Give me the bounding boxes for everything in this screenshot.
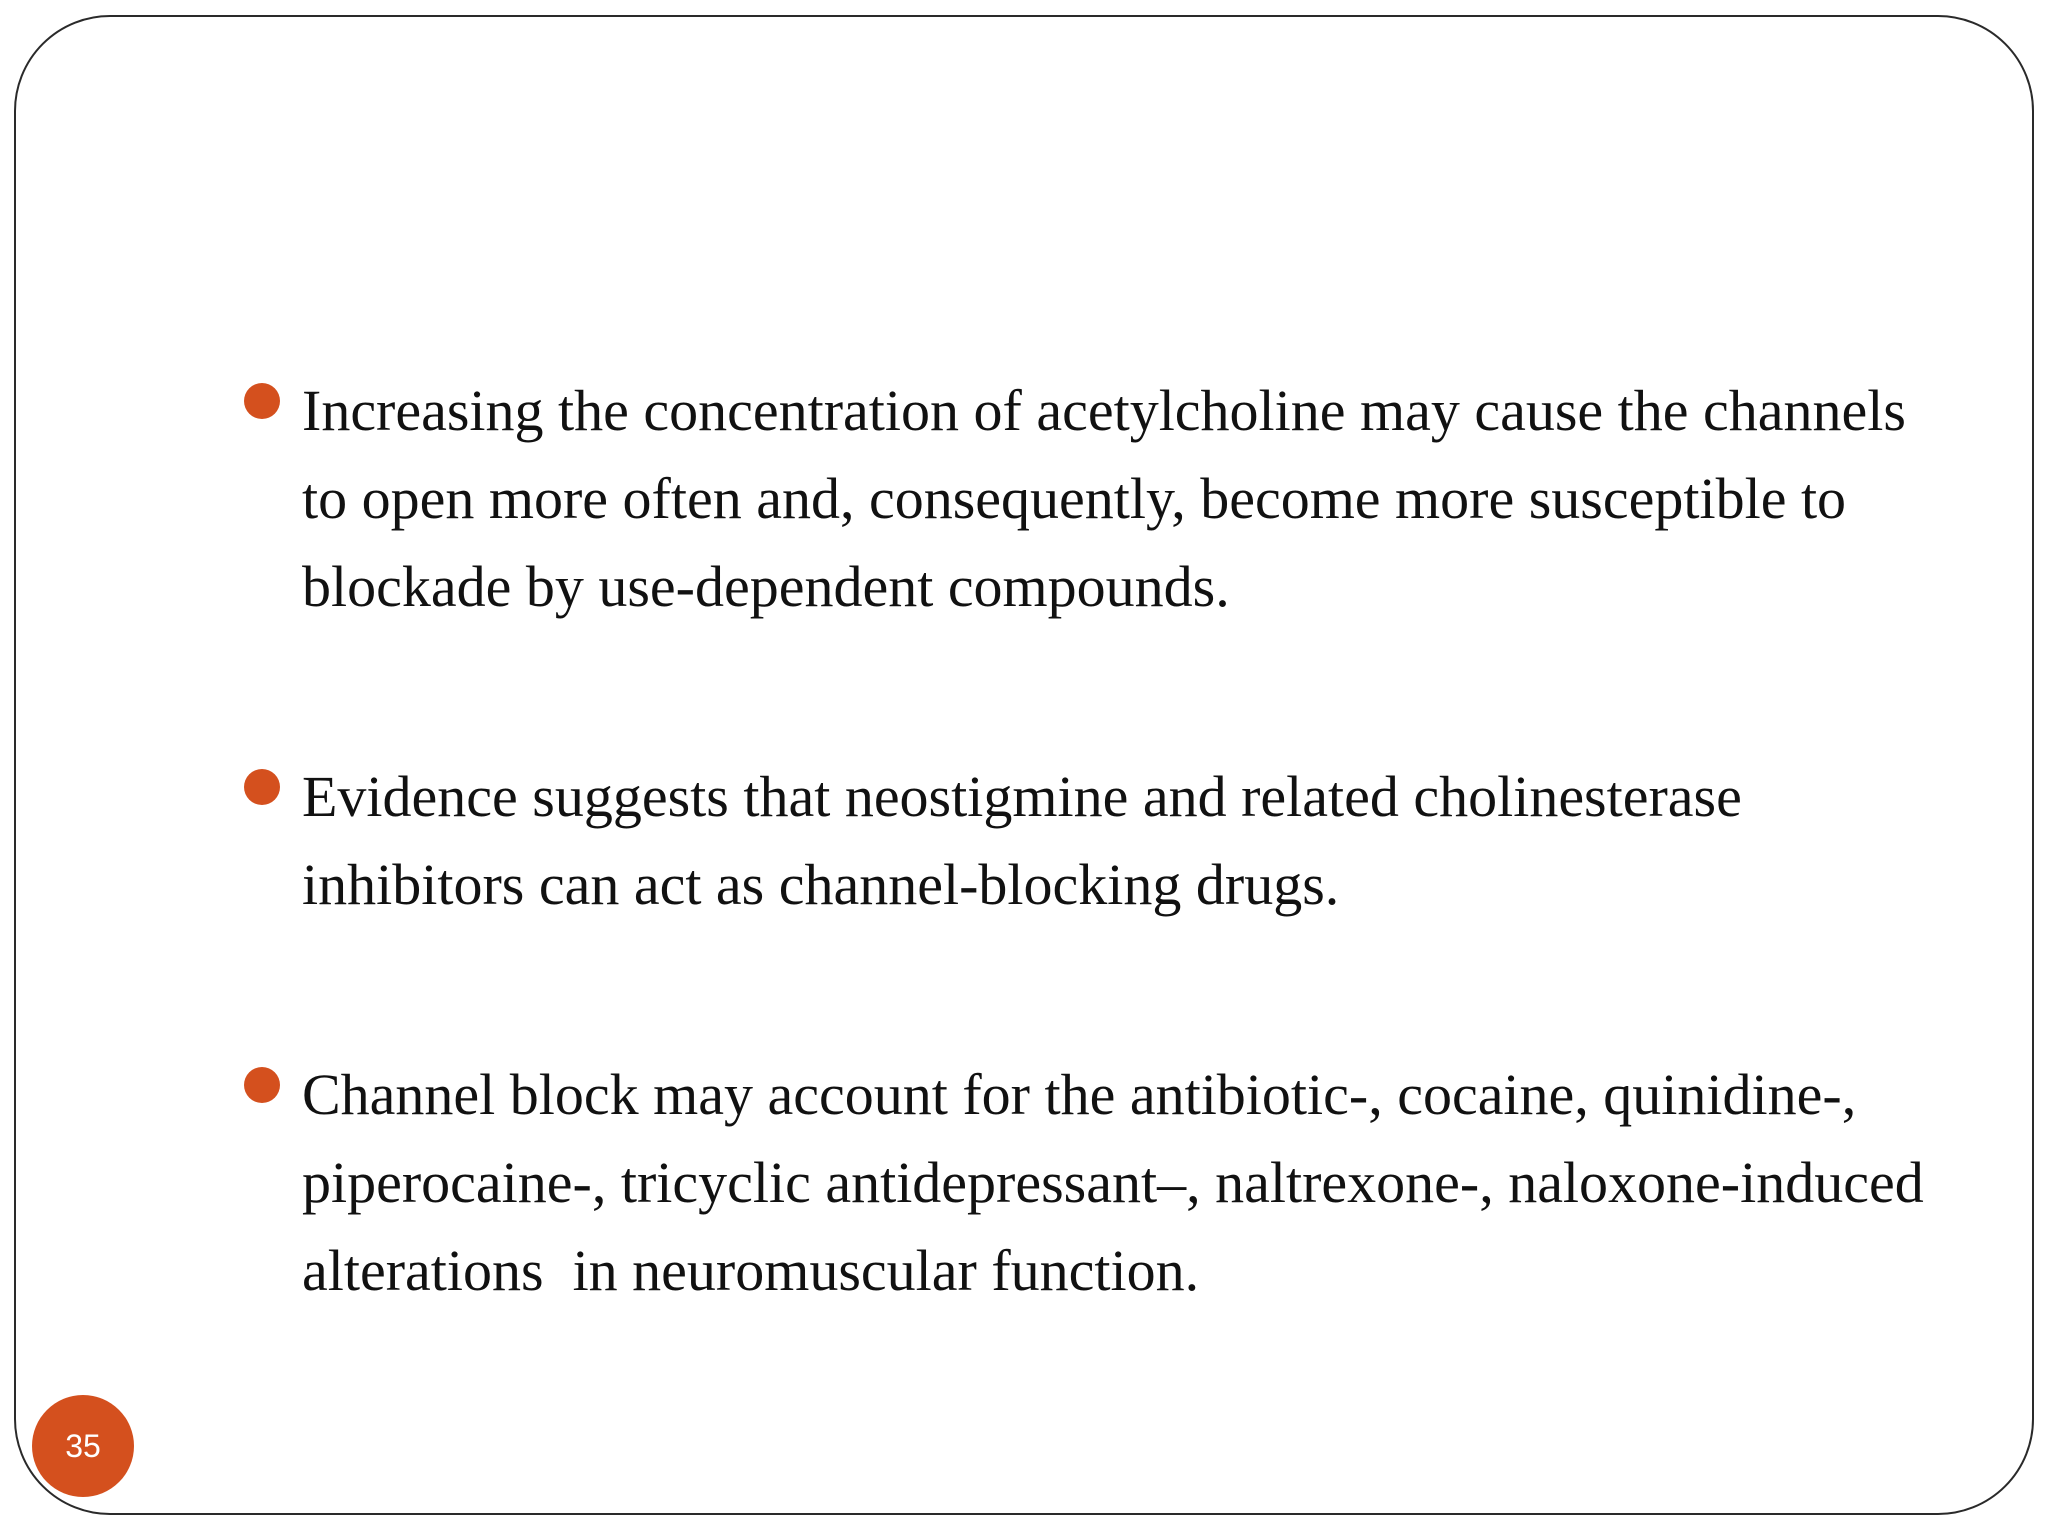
bullet-text: Increasing the concentration of acetylcholine may cause the channels to open more often and, consequently, become more susceptible to blockade by use-dependent compounds.	[302, 378, 1906, 619]
bullet-text: Channel block may account for the antibiotic-, cocaine, quinidine-, piperocaine-, tricyclic antidepressant–, naltrexone-, naloxone-induced alterations in neuromuscular function.	[302, 1062, 1939, 1303]
bullet-text: Evidence suggests that neostigmine and related cholinesterase inhibitors can act as channel-blocking drugs.	[302, 764, 1742, 917]
bullet-item	[238, 367, 1958, 631]
bullet-list	[238, 367, 1958, 1315]
bullet-dot-icon	[244, 1067, 280, 1103]
page-number: 35	[65, 1427, 101, 1464]
slide-frame	[14, 15, 2034, 1515]
page-number-badge	[32, 1395, 134, 1497]
bullet-item	[238, 753, 1958, 929]
bullet-dot-icon	[244, 769, 280, 805]
bullet-item	[238, 1051, 1958, 1315]
bullet-dot-icon	[244, 383, 280, 419]
